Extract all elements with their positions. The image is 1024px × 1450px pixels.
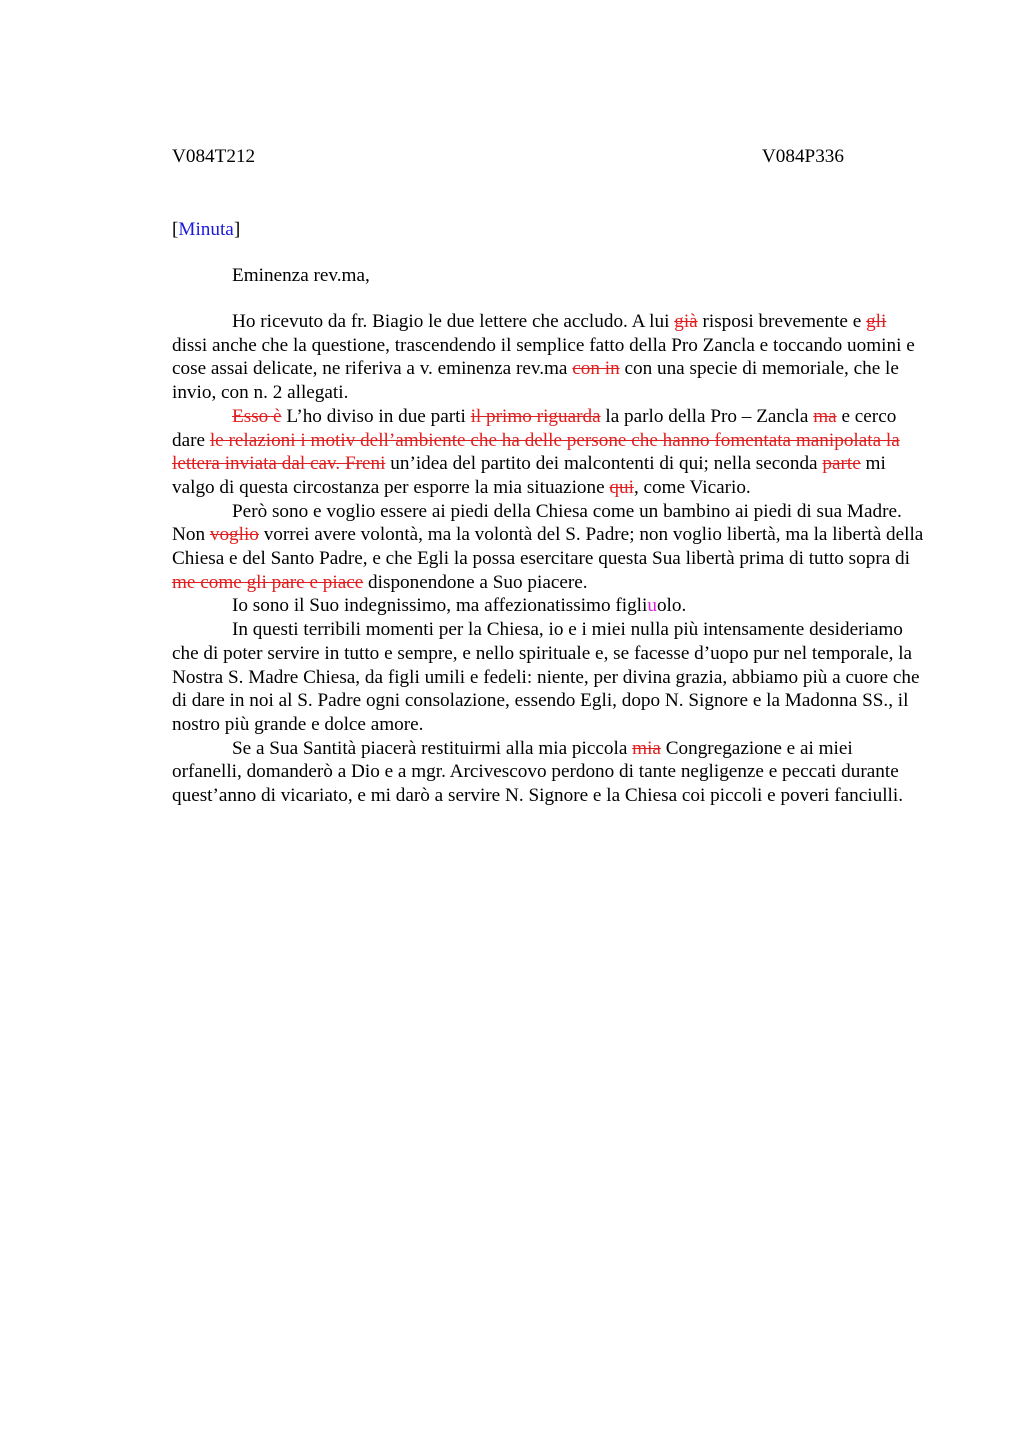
deleted-text: mia: [632, 737, 661, 759]
letter-paragraph: [172, 594, 924, 618]
deleted-text: qui: [609, 476, 634, 498]
text-segment: Io sono il Suo indegnissimo, ma affezionatissimo figli: [232, 595, 648, 617]
text-segment: Ho ricevuto da fr. Biagio le due lettere che accludo. A lui: [232, 311, 675, 332]
salutation: Eminenza rev.ma,: [232, 265, 370, 286]
text-segment: olo.: [656, 595, 687, 617]
text-segment: In questi terribili momenti per la Chiesa, io e i miei nulla più intensamente desideriamo che di poter servire in tutto e sempre, e nello spirituale e, se facesse d’uopo pur nel temporale, la Nostra S. Madre Chiesa, da figli umili e fedeli: niente, per divina grazia, abbiamo più a cuore che di dare in noi al S. Padre ogni consolazione, essendo Egli, dopo N. Signore e la Madonna SS., il nostro più grande e dolce amore.: [172, 619, 920, 735]
text-segment: dissi anche che la questione, trascendendo il semplice fatto della Pro Zancla e toccando uomini e cose assai delicate, ne riferiva a v. eminenza rev.ma: [172, 334, 915, 380]
deleted-text: parte: [822, 453, 861, 475]
deleted-text: il primo riguarda: [470, 405, 601, 427]
deleted-text: ma: [813, 405, 837, 427]
text-segment: Però sono e voglio essere ai piedi della Chiesa come un bambino ai piedi di sua Madre. Non: [172, 500, 902, 546]
deleted-text: già: [674, 311, 698, 332]
letter-paragraph: [172, 618, 924, 737]
letter-paragraph: [172, 310, 924, 405]
inserted-text: u: [647, 595, 657, 617]
text-segment: vorrei avere volontà, ma la volontà del S. Padre; non voglio libertà, ma la libertà della Chiesa e del Santo Padre, e che Egli la possa esercitare questa Sua libertà prima di tutto sopra di: [172, 524, 924, 570]
text-segment: Se a Sua Santità piacerà restituirmi alla mia piccola: [232, 737, 633, 759]
deleted-text: voglio: [209, 524, 259, 546]
deleted-text: con in: [572, 358, 620, 380]
text-segment: mi valgo di questa circostanza per esporre la mia situazione: [172, 453, 886, 498]
text-segment: Congregazione e ai miei orfanelli, domanderò a Dio e a mgr. Arcivescovo perdono di tante negligenze e peccati durante quest’anno di vicariato, e mi darò a servire N. Signore e la Chiesa coi piccoli e poveri fanciulli.: [172, 737, 904, 807]
text-segment: risposi brevemente e: [697, 311, 867, 332]
text-segment: L’ho diviso in due parti: [281, 405, 471, 427]
letter-body: [172, 310, 924, 808]
document-code-left: V084T212: [172, 146, 256, 167]
tag-open-bracket: [: [172, 219, 179, 240]
document-header: [172, 145, 844, 169]
deleted-text: le relazioni i motiv dell’ambiente che ha delle persone che hanno fomentata manipolata la lettera inviata dal cav. Freni: [172, 429, 900, 475]
text-segment: , come Vicario.: [633, 476, 751, 498]
letter-paragraph: [172, 737, 924, 808]
text-segment: disponendone a Suo piacere.: [363, 571, 588, 593]
minuta-tag: [172, 218, 924, 242]
letter-paragraph: [172, 500, 924, 595]
tag-close-bracket: ]: [233, 219, 241, 240]
text-segment: un’idea del partito dei malcontenti di qui; nella seconda: [385, 453, 823, 475]
document-page: [172, 145, 924, 808]
deleted-text: Esso è: [232, 405, 282, 427]
letter-paragraph: [172, 405, 924, 500]
deleted-text: gli: [866, 311, 887, 332]
document-code-right: V084P336: [761, 146, 844, 167]
text-segment: la parlo della Pro – Zancla: [600, 405, 814, 427]
text-segment: e cerco dare: [172, 405, 897, 451]
tag-label: Minuta: [178, 219, 234, 240]
text-segment: con una specie di memoriale, che le invio, con n. 2 allegati.: [172, 358, 899, 404]
deleted-text: me come gli pare e piace: [172, 571, 364, 593]
